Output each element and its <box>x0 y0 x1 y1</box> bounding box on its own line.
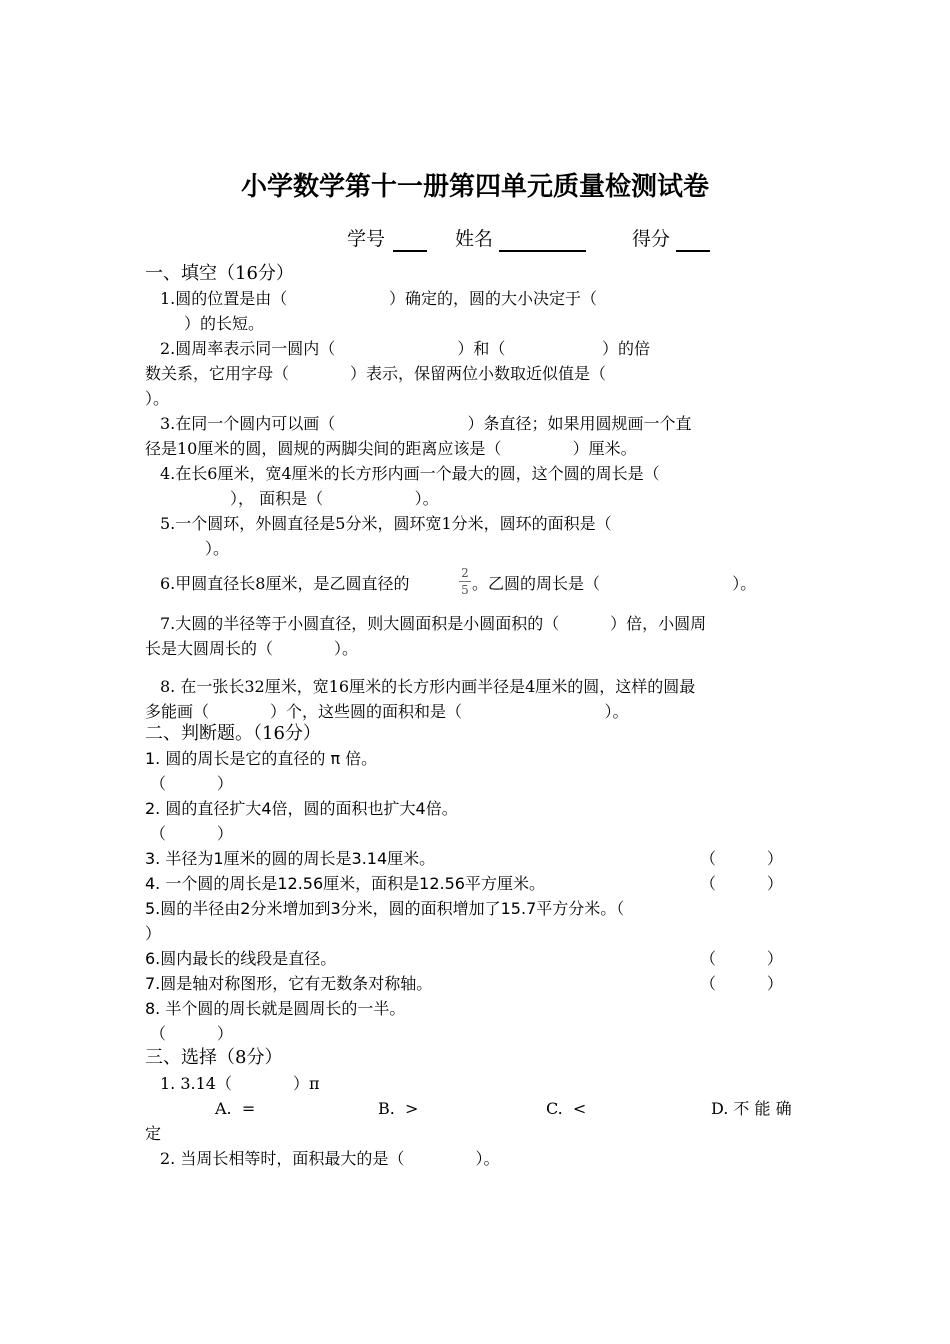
s1-line: 径是10厘米的圆，圆规的两脚尖间的距离应该是（ ）厘米。 <box>145 439 637 458</box>
choice-c: C. < <box>546 1099 587 1118</box>
s2-line: （ ） <box>150 824 233 843</box>
student-no-label: 学号 <box>347 228 386 250</box>
fraction-numerator: 2 <box>461 566 469 580</box>
choice-b: B. > <box>378 1099 419 1118</box>
s2-line: （ ） <box>700 849 783 868</box>
s1-line: 长是大圆周长的（ ）。 <box>145 639 359 658</box>
choice-d-cont: 定 <box>145 1124 162 1143</box>
s2-line: ） <box>145 924 162 943</box>
fraction-two-fifths <box>459 567 471 596</box>
score-label: 得分 <box>632 228 671 250</box>
s2-line: 3. 半径为1厘米的圆的周长是3.14厘米。 <box>145 849 436 868</box>
s3-line: 2. 当周长相等时，面积最大的是（ ）。 <box>160 1149 500 1168</box>
s1-line: 数关系，它用字母（ ）表示，保留两位小数取近似值是（ <box>145 364 607 383</box>
s1-line: 7.大圆的半径等于小圆直径，则大圆面积是小圆面积的（ ）倍，小圆周 <box>160 614 707 633</box>
s2-line: 5.圆的半径由2分米增加到3分米，圆的面积增加了15.7平方分米。（ <box>145 899 625 918</box>
s2-line: 6.圆内最长的线段是直径。 <box>145 949 337 968</box>
student-no-blank <box>393 230 427 252</box>
s1-line: 3.在同一个圆内可以画（ ）条直径；如果用圆规画一个直 <box>160 414 692 433</box>
s2-line: 4. 一个圆的周长是12.56厘米，面积是12.56平方厘米。 <box>145 874 545 893</box>
score-blank <box>676 230 710 252</box>
page-title: 小学数学第十一册第四单元质量检测试卷 <box>240 172 709 202</box>
fraction-bar <box>459 581 471 582</box>
s1-line: 2.圆周率表示同一圆内（ ）和（ ）的倍 <box>160 339 650 358</box>
s2-line: 2. 圆的直径扩大4倍，圆的面积也扩大4倍。 <box>145 799 458 818</box>
s1-line: 。乙圆的周长是（ ）。 <box>472 574 757 593</box>
s2-line: 1. 圆的周长是它的直径的 π 倍。 <box>145 749 378 768</box>
section3-heading: 三、选择（8分） <box>145 1047 283 1068</box>
s2-line: 7.圆是轴对称图形，它有无数条对称轴。 <box>145 974 433 993</box>
s1-line: 1.圆的位置是由（ ）确定的，圆的大小决定于（ <box>160 289 597 308</box>
s1-line: ）的长短。 <box>184 314 265 333</box>
s1-line: ）。 <box>205 539 230 558</box>
s1-line: ）， 面积是（ ）。 <box>230 489 439 508</box>
s1-line: 4.在长6厘米，宽4厘米的长方形内画一个最大的圆，这个圆的周长是（ <box>160 464 660 483</box>
s2-line: （ ） <box>700 974 783 993</box>
s2-line: （ ） <box>150 1024 233 1043</box>
name-label: 姓名 <box>455 228 494 250</box>
choice-a: A. = <box>215 1099 256 1118</box>
s2-line: （ ） <box>150 774 233 793</box>
s2-line: （ ） <box>700 949 783 968</box>
s2-line: （ ） <box>700 874 783 893</box>
s1-line: ）。 <box>145 389 170 408</box>
s1-line: 8. 在一张长32厘米，宽16厘米的长方形内画半径是4厘米的圆，这样的圆最 <box>160 677 696 696</box>
s1-line: 6.甲圆直径长8厘米，是乙圆直径的 <box>160 574 410 593</box>
s1-line: 多能画（ ）个，这些圆的面积和是（ ）。 <box>145 702 629 721</box>
fraction-denominator: 5 <box>461 583 469 597</box>
name-blank <box>499 230 586 252</box>
s3-line: 1. 3.14（ ）π <box>160 1074 320 1093</box>
choice-d: D. 不 能 确 <box>711 1099 792 1118</box>
section1-heading: 一、填空（16分） <box>145 263 294 284</box>
section2-heading: 二、判断题。（16分） <box>145 723 321 744</box>
s2-line: 8. 半个圆的周长就是圆周长的一半。 <box>145 999 406 1018</box>
s1-line: 5.一个圆环，外圆直径是5分米，圆环宽1分米，圆环的面积是（ <box>160 514 612 533</box>
